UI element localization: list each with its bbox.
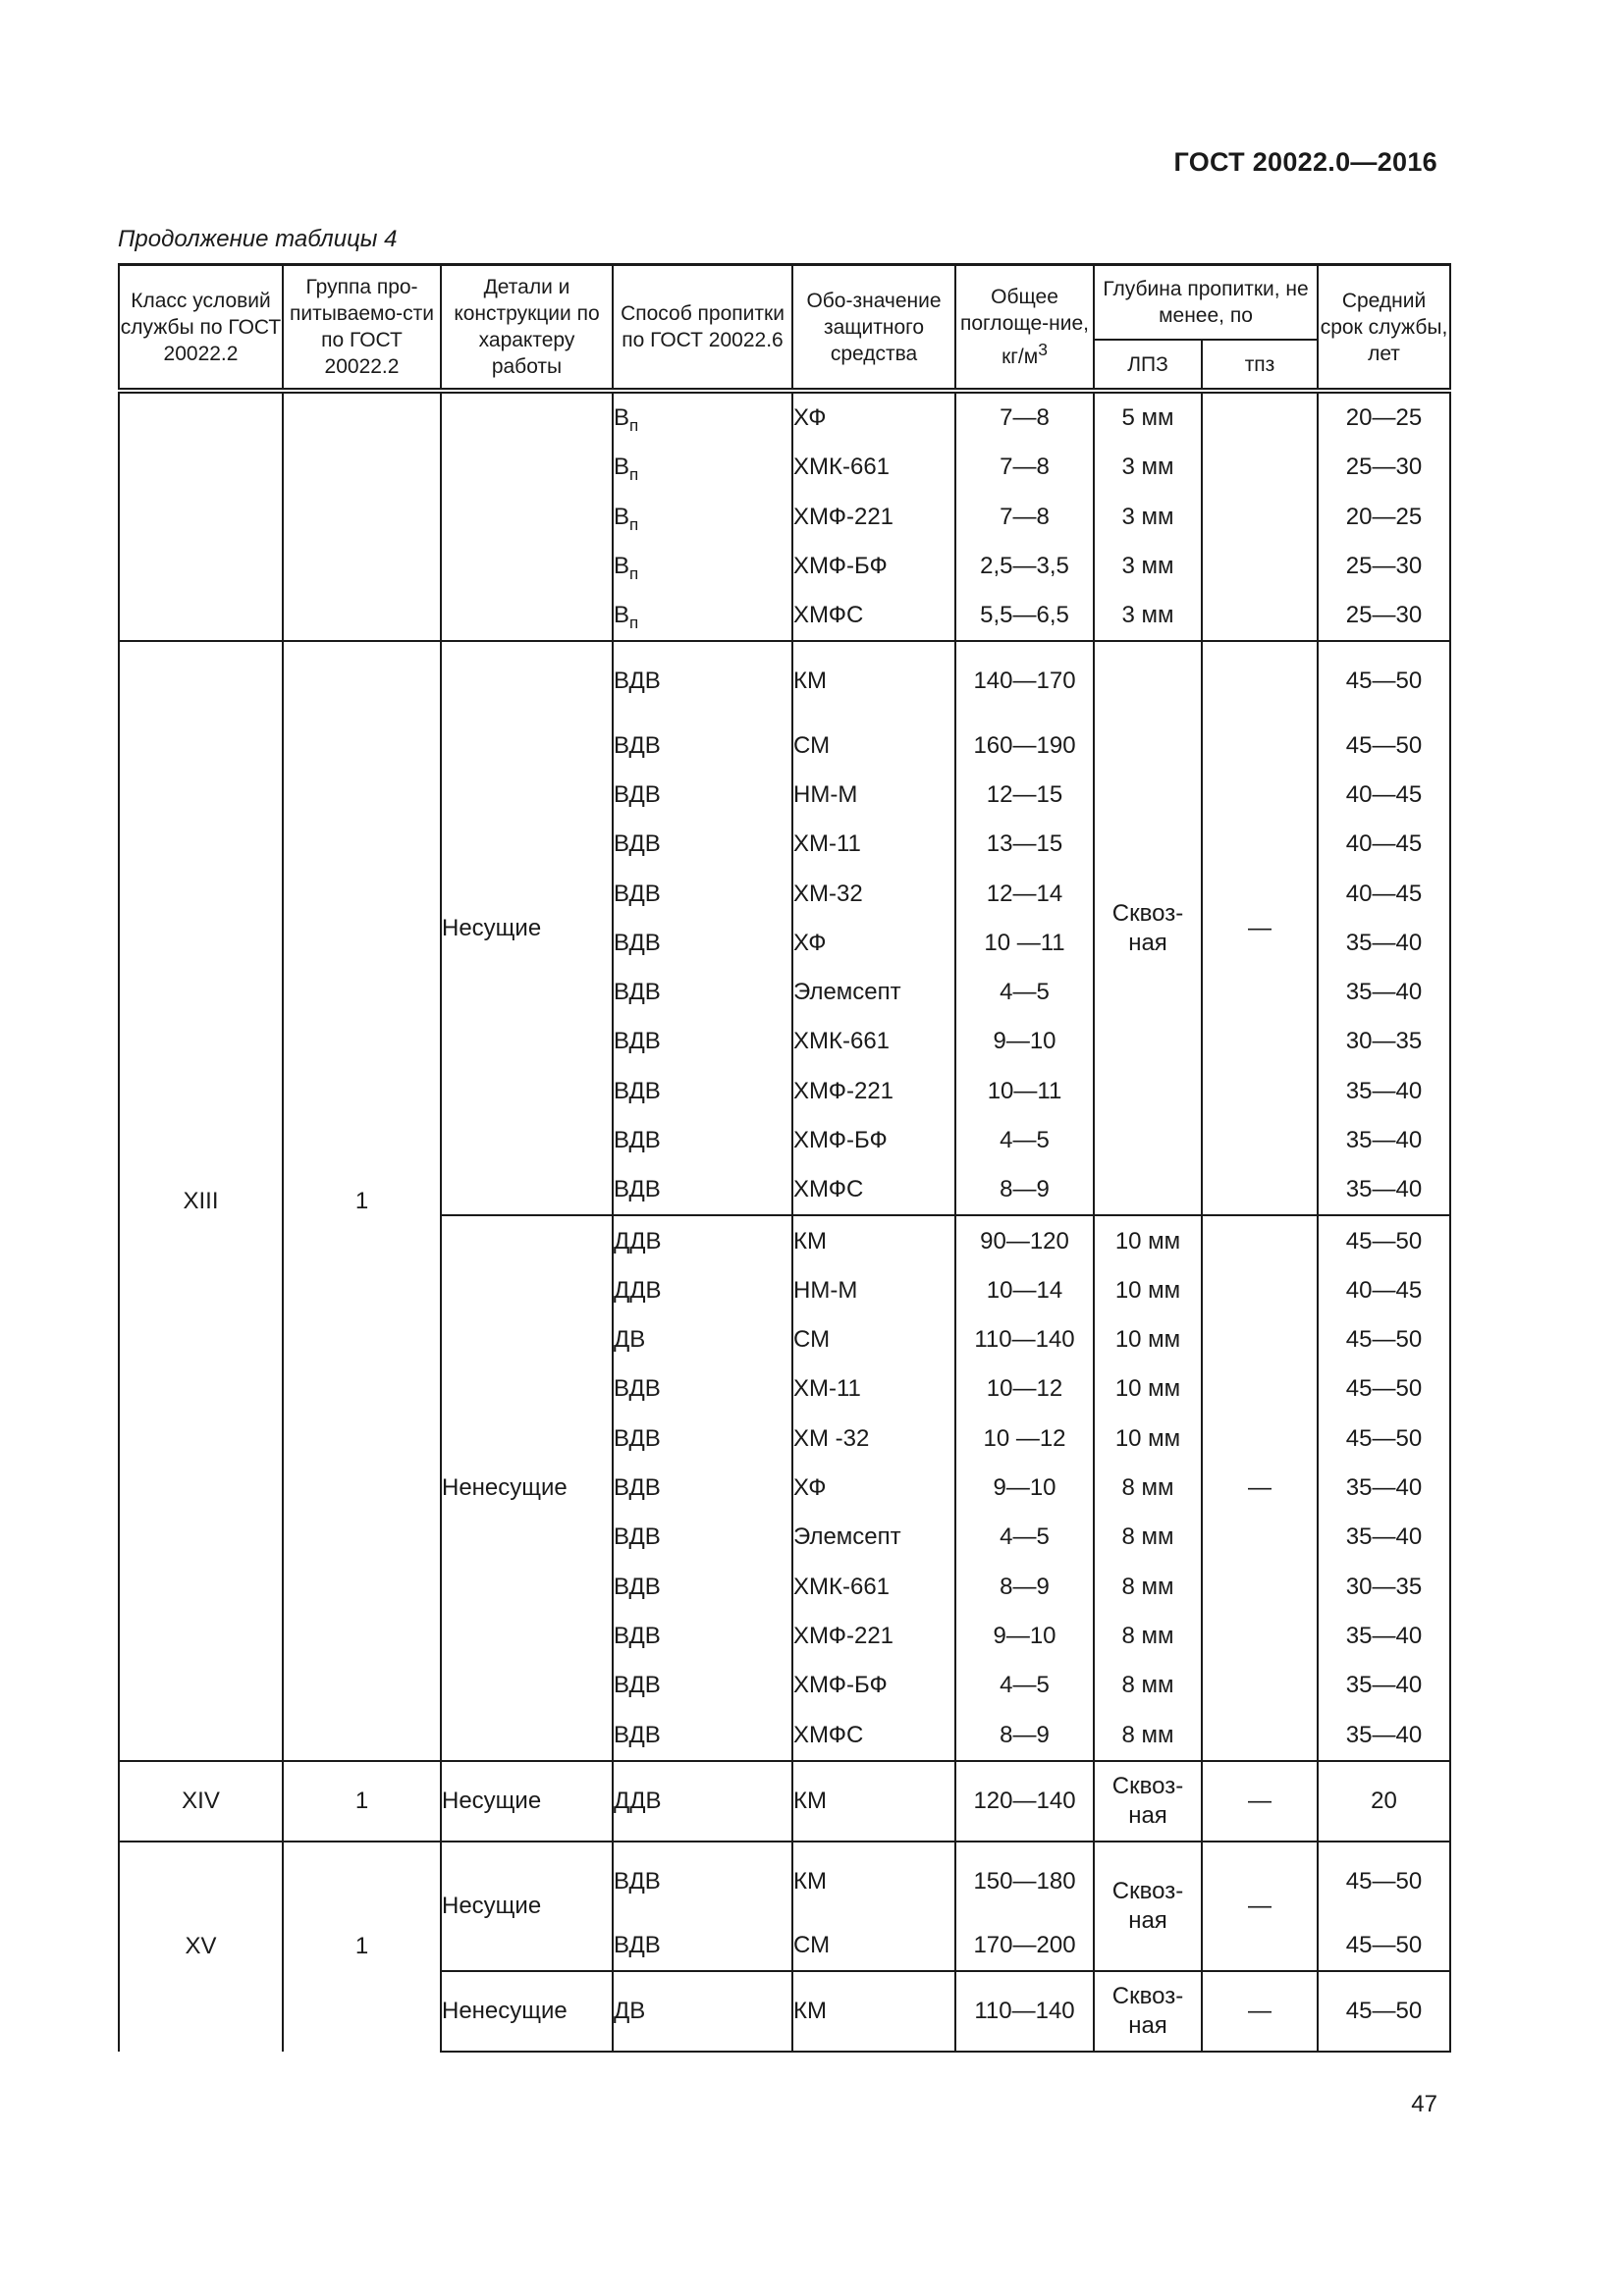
lpz-cell: 5 мм — [1094, 391, 1202, 443]
life-cell: 45—50 — [1318, 1215, 1450, 1265]
life-cell: 20 — [1318, 1761, 1450, 1842]
agent-cell: КМ — [792, 1761, 955, 1842]
agent-cell: ХМФС — [792, 1165, 955, 1215]
agent-cell: КМ — [792, 1842, 955, 1921]
document-code: ГОСТ 20022.0—2016 — [1173, 147, 1437, 177]
class-cell: XIV — [119, 1761, 283, 1842]
life-cell: 45—50 — [1318, 1364, 1450, 1414]
life-cell: 35—40 — [1318, 919, 1450, 968]
tpz-cell: — — [1202, 1971, 1318, 2052]
method-cell-text: В — [614, 404, 630, 432]
group-cell: 1 — [283, 641, 441, 1760]
absorption-cell: 7—8 — [955, 391, 1094, 443]
header-absorption-sup: 3 — [1038, 340, 1048, 359]
method-cell: ВДВ — [613, 1017, 792, 1066]
lpz-cell: 10 мм — [1094, 1364, 1202, 1414]
header-life: Средний срок службы, лет — [1318, 265, 1450, 392]
method-cell-subscript: п — [629, 564, 639, 584]
method-cell: ВДВ — [613, 1842, 792, 1921]
method-cell: ВДВ — [613, 641, 792, 721]
absorption-cell: 110—140 — [955, 1315, 1094, 1364]
method-cell-subscript: п — [629, 514, 639, 534]
agent-cell: СМ — [792, 721, 955, 770]
method-cell: ДДВ — [613, 1266, 792, 1315]
agent-cell: ХФ — [792, 919, 955, 968]
agent-cell: ХМ-32 — [792, 869, 955, 918]
method-cell-text: В — [614, 553, 630, 580]
header-method: Способ пропитки по ГОСТ 20022.6 — [613, 265, 792, 392]
agent-cell: ХМК-661 — [792, 443, 955, 492]
life-cell: 45—50 — [1318, 1415, 1450, 1464]
absorption-cell: 110—140 — [955, 1971, 1094, 2052]
table-row — [119, 1842, 1450, 1921]
method-cell: ДДВ — [613, 1215, 792, 1265]
life-cell: 30—35 — [1318, 1017, 1450, 1066]
method-cell: ДДВ — [613, 1761, 792, 1842]
agent-cell: ХМФ-221 — [792, 1612, 955, 1661]
absorption-cell: 7—8 — [955, 493, 1094, 542]
details-cell: Ненесущие — [441, 1971, 613, 2052]
life-cell: 35—40 — [1318, 1661, 1450, 1710]
absorption-cell: 7—8 — [955, 443, 1094, 492]
absorption-cell: 10 —12 — [955, 1415, 1094, 1464]
absorption-cell: 10—14 — [955, 1266, 1094, 1315]
agent-cell: ХМФС — [792, 591, 955, 641]
agent-cell: ХМ-11 — [792, 1364, 955, 1414]
agent-cell: ХМФ-БФ — [792, 1661, 955, 1710]
agent-cell: ХМ-11 — [792, 820, 955, 869]
agent-cell: ХМ -32 — [792, 1415, 955, 1464]
method-cell: ВДВ — [613, 1513, 792, 1562]
method-cell: ДВ — [613, 1971, 792, 2052]
method-cell: ВДВ — [613, 1364, 792, 1414]
life-cell: 45—50 — [1318, 1921, 1450, 1971]
life-cell: 45—50 — [1318, 1315, 1450, 1364]
details-cell: Несущие — [441, 1842, 613, 1971]
absorption-cell: 10—12 — [955, 1364, 1094, 1414]
lpz-cell-text: Сквоз-ная — [1111, 899, 1184, 956]
method-cell: ДВ — [613, 1315, 792, 1364]
header-absorption: Общее поглоще-ние, $кг/м^3$ — [955, 265, 1094, 392]
header-details: Детали и конструкции по характеру работы — [441, 265, 613, 392]
life-cell: 35—40 — [1318, 1513, 1450, 1562]
life-cell: 25—30 — [1318, 443, 1450, 492]
absorption-cell: 12—14 — [955, 869, 1094, 918]
group-cell — [283, 391, 441, 641]
tpz-cell: — — [1202, 1842, 1318, 1971]
agent-cell: ХМК-661 — [792, 1017, 955, 1066]
lpz-cell: 3 мм — [1094, 542, 1202, 591]
lpz-cell-text: Сквоз-ная — [1111, 1983, 1184, 2040]
group-cell: 1 — [283, 1761, 441, 1842]
absorption-cell: 12—15 — [955, 771, 1094, 820]
life-cell: 25—30 — [1318, 542, 1450, 591]
agent-cell: ХФ — [792, 391, 955, 443]
absorption-cell: 4—5 — [955, 968, 1094, 1017]
life-cell: 40—45 — [1318, 820, 1450, 869]
agent-cell: СМ — [792, 1921, 955, 1971]
tpz-cell — [1202, 493, 1318, 542]
lpz-cell: 8 мм — [1094, 1612, 1202, 1661]
life-cell: 40—45 — [1318, 771, 1450, 820]
lpz-cell: 3 мм — [1094, 493, 1202, 542]
tpz-cell — [1202, 591, 1318, 641]
lpz-cell: 3 мм — [1094, 591, 1202, 641]
lpz-cell: 8 мм — [1094, 1464, 1202, 1513]
absorption-cell: 90—120 — [955, 1215, 1094, 1265]
header-group: Группа про-питываемо-сти по ГОСТ 20022.2 — [283, 265, 441, 392]
absorption-cell: 13—15 — [955, 820, 1094, 869]
absorption-cell: 10 —11 — [955, 919, 1094, 968]
header-designation: Обо-значение защитного средства — [792, 265, 955, 392]
lpz-cell-text: Сквоз-ная — [1111, 1772, 1184, 1829]
method-cell: ВДВ — [613, 1415, 792, 1464]
agent-cell: ХМФ-БФ — [792, 1116, 955, 1165]
method-cell-text: В — [614, 503, 630, 530]
tpz-cell — [1202, 443, 1318, 492]
absorption-cell: 150—180 — [955, 1842, 1094, 1921]
class-cell — [119, 391, 283, 641]
life-cell: 35—40 — [1318, 968, 1450, 1017]
method-cell: ВДВ — [613, 1067, 792, 1116]
life-cell: 45—50 — [1318, 721, 1450, 770]
lpz-cell — [1094, 641, 1202, 1215]
tpz-cell: — — [1202, 1761, 1318, 1842]
absorption-cell: 9—10 — [955, 1464, 1094, 1513]
lpz-cell: 8 мм — [1094, 1661, 1202, 1710]
lpz-cell: 8 мм — [1094, 1563, 1202, 1612]
class-cell: XV — [119, 1842, 283, 2052]
method-cell-subscript: п — [629, 416, 639, 436]
table-row — [119, 641, 1450, 721]
method-cell: ВДВ — [613, 968, 792, 1017]
method-cell: ВДВ — [613, 721, 792, 770]
method-cell — [613, 542, 792, 591]
method-cell: ВДВ — [613, 869, 792, 918]
method-cell: ВДВ — [613, 1464, 792, 1513]
life-cell: 35—40 — [1318, 1116, 1450, 1165]
details-cell: Ненесущие — [441, 1215, 613, 1760]
life-cell: 45—50 — [1318, 1842, 1450, 1921]
agent-cell: ХМФ-БФ — [792, 542, 955, 591]
absorption-cell: 160—190 — [955, 721, 1094, 770]
lpz-cell: 10 мм — [1094, 1266, 1202, 1315]
absorption-cell: 10—11 — [955, 1067, 1094, 1116]
method-cell-subscript: п — [629, 614, 639, 633]
method-cell: ВДВ — [613, 1710, 792, 1760]
lpz-cell: 8 мм — [1094, 1710, 1202, 1760]
agent-cell: ХФ — [792, 1464, 955, 1513]
method-cell: ВДВ — [613, 771, 792, 820]
tpz-cell — [1202, 391, 1318, 443]
agent-cell: КМ — [792, 1971, 955, 2052]
agent-cell: ХМФ-221 — [792, 1067, 955, 1116]
method-cell: ВДВ — [613, 1165, 792, 1215]
lpz-cell — [1094, 1761, 1202, 1842]
method-cell — [613, 391, 792, 443]
lpz-cell: 10 мм — [1094, 1415, 1202, 1464]
life-cell: 35—40 — [1318, 1710, 1450, 1760]
method-cell: ВДВ — [613, 1116, 792, 1165]
lpz-cell: 3 мм — [1094, 443, 1202, 492]
agent-cell: КМ — [792, 1215, 955, 1265]
method-cell — [613, 443, 792, 492]
method-cell-text: В — [614, 454, 630, 481]
details-cell: Несущие — [441, 1761, 613, 1842]
tpz-cell — [1202, 542, 1318, 591]
agent-cell: НМ-М — [792, 1266, 955, 1315]
method-cell: ВДВ — [613, 1661, 792, 1710]
absorption-cell: 8—9 — [955, 1563, 1094, 1612]
absorption-cell: 4—5 — [955, 1116, 1094, 1165]
method-cell: ВДВ — [613, 1921, 792, 1971]
absorption-cell: 8—9 — [955, 1165, 1094, 1215]
lpz-cell: 10 мм — [1094, 1215, 1202, 1265]
agent-cell: Элемсепт — [792, 1513, 955, 1562]
table-caption: Продолжение таблицы 4 — [118, 226, 398, 252]
agent-cell: Элемсепт — [792, 968, 955, 1017]
lpz-cell — [1094, 1842, 1202, 1971]
page-number: 47 — [1411, 2091, 1437, 2117]
absorption-cell: 9—10 — [955, 1017, 1094, 1066]
absorption-cell: 140—170 — [955, 641, 1094, 721]
life-cell: 40—45 — [1318, 869, 1450, 918]
lpz-cell-text: Сквоз-ная — [1111, 1877, 1184, 1934]
header-depth: Глубина пропитки, не менее, по — [1094, 265, 1318, 341]
header-class: Класс условий службы по ГОСТ 20022.2 — [119, 265, 283, 392]
life-cell: 35—40 — [1318, 1612, 1450, 1661]
method-cell-text: В — [614, 602, 630, 629]
agent-cell: ХМК-661 — [792, 1563, 955, 1612]
method-cell: ВДВ — [613, 1612, 792, 1661]
details-cell: Несущие — [441, 641, 613, 1215]
life-cell: 45—50 — [1318, 641, 1450, 721]
agent-cell: ХМФС — [792, 1710, 955, 1760]
table-body — [119, 391, 1450, 2052]
life-cell: 20—25 — [1318, 391, 1450, 443]
method-cell-subscript: п — [629, 465, 639, 485]
method-cell: ВДВ — [613, 1563, 792, 1612]
life-cell: 20—25 — [1318, 493, 1450, 542]
lpz-cell: 10 мм — [1094, 1315, 1202, 1364]
absorption-cell: 4—5 — [955, 1513, 1094, 1562]
header-depth-lpz: ЛПЗ — [1094, 340, 1202, 391]
life-cell: 40—45 — [1318, 1266, 1450, 1315]
method-cell: ВДВ — [613, 820, 792, 869]
agent-cell: КМ — [792, 641, 955, 721]
table-row — [119, 1761, 1450, 1842]
absorption-cell: 120—140 — [955, 1761, 1094, 1842]
life-cell: 30—35 — [1318, 1563, 1450, 1612]
tpz-cell: — — [1202, 641, 1318, 1215]
absorption-cell: 2,5—3,5 — [955, 542, 1094, 591]
absorption-cell: 9—10 — [955, 1612, 1094, 1661]
tpz-cell: — — [1202, 1215, 1318, 1760]
group-cell: 1 — [283, 1842, 441, 2052]
life-cell: 45—50 — [1318, 1971, 1450, 2052]
life-cell: 35—40 — [1318, 1165, 1450, 1215]
absorption-cell: 5,5—6,5 — [955, 591, 1094, 641]
agent-cell: СМ — [792, 1315, 955, 1364]
impregnation-table — [118, 263, 1451, 2053]
lpz-cell: 8 мм — [1094, 1513, 1202, 1562]
method-cell — [613, 493, 792, 542]
agent-cell: ХМФ-221 — [792, 493, 955, 542]
method-cell — [613, 591, 792, 641]
absorption-cell: 8—9 — [955, 1710, 1094, 1760]
class-cell: XIII — [119, 641, 283, 1760]
life-cell: 25—30 — [1318, 591, 1450, 641]
agent-cell: НМ-М — [792, 771, 955, 820]
header-depth-tpz: тпз — [1202, 340, 1318, 391]
method-cell: ВДВ — [613, 919, 792, 968]
table-row — [119, 391, 1450, 443]
absorption-cell: 170—200 — [955, 1921, 1094, 1971]
life-cell: 35—40 — [1318, 1067, 1450, 1116]
details-cell — [441, 391, 613, 641]
lpz-cell — [1094, 1971, 1202, 2052]
life-cell: 35—40 — [1318, 1464, 1450, 1513]
absorption-cell: 4—5 — [955, 1661, 1094, 1710]
